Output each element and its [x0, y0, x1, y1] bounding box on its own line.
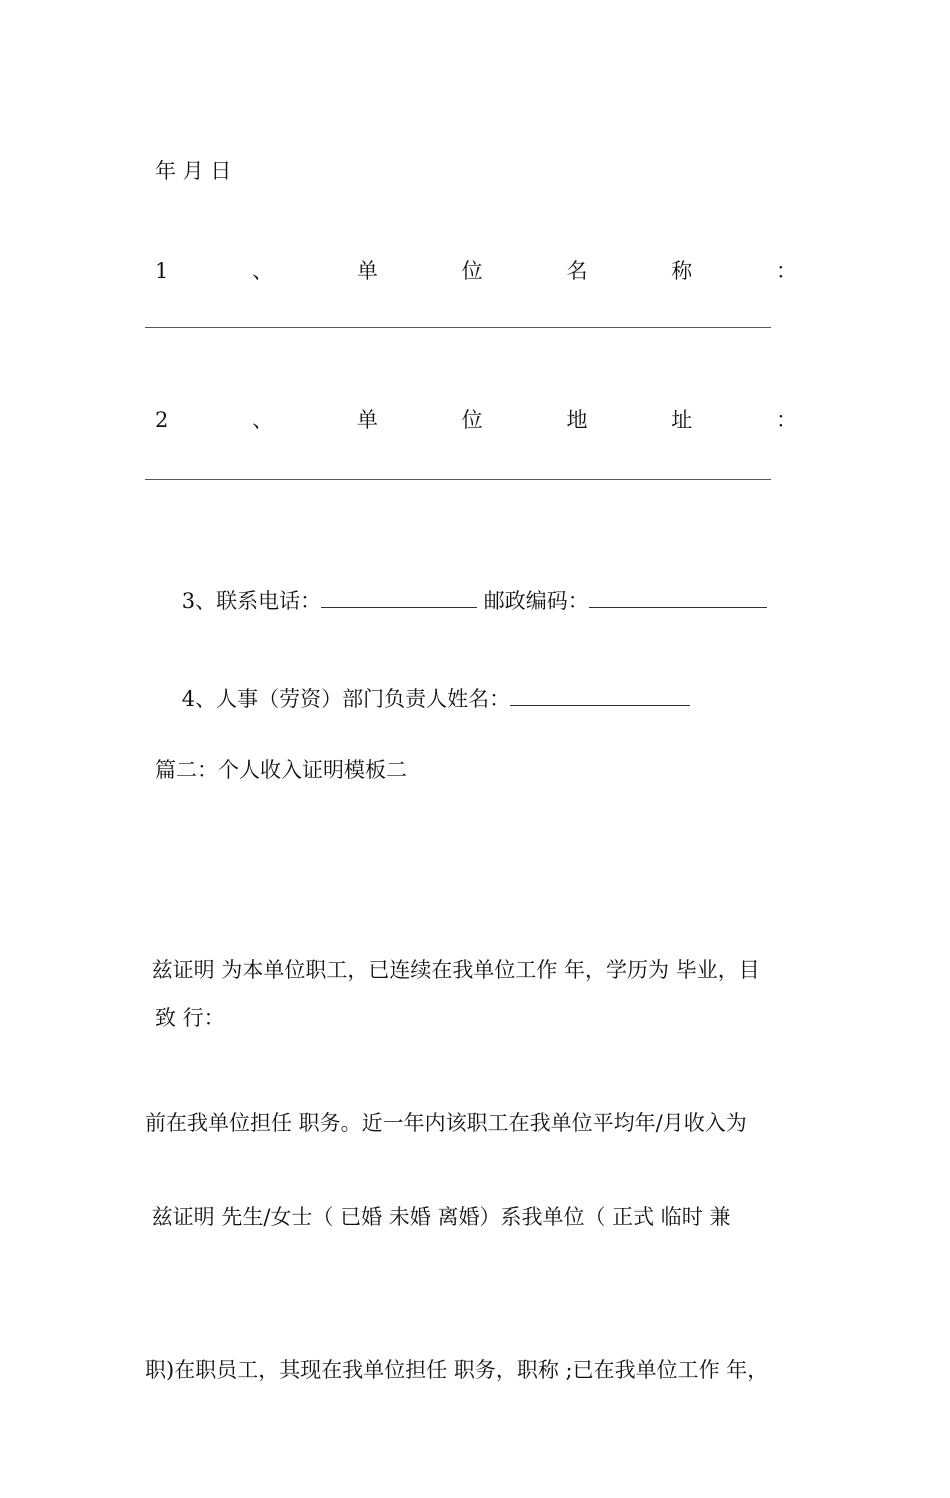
- unit-name-char: ：: [775, 259, 797, 283]
- unit-address-char: 址: [671, 408, 693, 432]
- paragraph-line: 职)在职员工，其现在我单位担任 职务，职称 ;已在我单位工作 年，: [145, 1358, 769, 1382]
- unit-name-char: 名: [566, 259, 588, 283]
- unit-name-char: 称: [671, 259, 693, 283]
- section-title: 篇二：个人收入证明模板二: [155, 758, 407, 782]
- unit-name-label: [155, 257, 797, 285]
- hr-head-label: 4、人事（劳资）部门负责人姓名：: [181, 687, 511, 711]
- unit-name-blank-line[interactable]: [145, 327, 771, 328]
- unit-address-char: 单: [356, 408, 378, 432]
- hr-head-name-blank[interactable]: [510, 685, 690, 706]
- paragraph-line: 兹证明 为本单位职工，已连续在我单位工作 年，学历为 毕业，目: [145, 958, 760, 982]
- unit-name-char: 单: [356, 259, 378, 283]
- unit-address-char: ：: [775, 408, 797, 432]
- unit-address-blank-line[interactable]: [145, 479, 771, 480]
- unit-name-char: 1: [155, 259, 169, 283]
- unit-name-char: 位: [461, 259, 483, 283]
- unit-address-char: 位: [461, 408, 483, 432]
- paragraph-line: 兹证明 先生/女士（ 已婚 未婚 离婚）系我单位（ 正式 临时 兼: [145, 1205, 731, 1229]
- date-line: 年 月 日: [155, 159, 232, 183]
- phone-blank[interactable]: [321, 587, 477, 608]
- unit-address-char: 2: [155, 408, 169, 432]
- unit-address-char: 、: [252, 408, 274, 432]
- contact-line: [155, 559, 767, 643]
- salutation: 致 行：: [155, 1006, 225, 1030]
- unit-address-char: 地: [566, 408, 588, 432]
- employment-certificate-paragraph: [145, 1090, 815, 1498]
- hr-head-line: [155, 657, 690, 741]
- postal-code-label: 邮政编码：: [483, 589, 589, 613]
- phone-label: 3、联系电话：: [181, 589, 322, 613]
- paragraph-line: 前在我单位担任 职务。近一年内该职工在我单位平均年/月收入为: [145, 1111, 747, 1135]
- postal-code-blank[interactable]: [589, 587, 767, 608]
- unit-address-label: [155, 406, 797, 434]
- unit-name-char: 、: [252, 259, 274, 283]
